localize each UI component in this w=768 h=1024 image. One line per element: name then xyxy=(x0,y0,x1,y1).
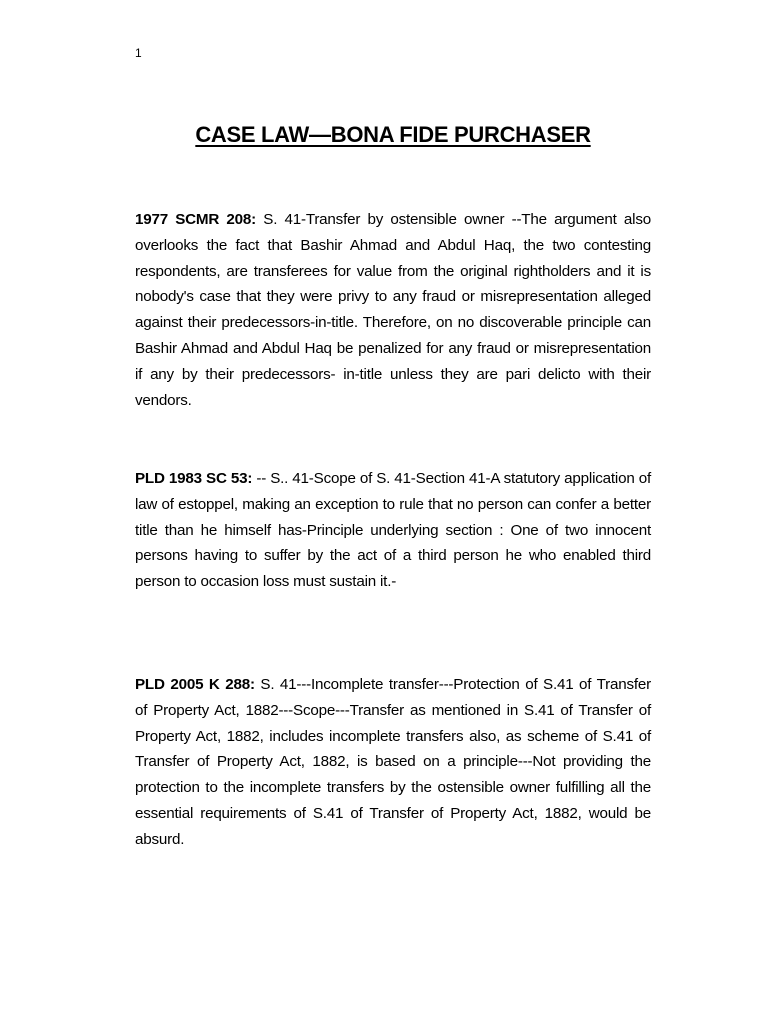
case-citation: PLD 1983 SC 53 xyxy=(135,470,248,487)
case-citation: PLD 2005 K 288 xyxy=(135,676,250,693)
citation-colon: : xyxy=(249,676,261,693)
case-entry xyxy=(135,466,651,595)
case-citation: 1977 SCMR 208 xyxy=(135,211,252,228)
case-summary: -- S.. 41-Scope of S. 41-Section 41-A statutory application of law of estoppel, making an exception to rule that no person can confer a better title than he himself has-Principle underlying section : One of two innocent persons having to suffer by the act of a third person he who enabled third person to occasion loss must sustain it.- xyxy=(135,470,651,591)
citation-colon: : xyxy=(251,211,264,228)
case-entry xyxy=(135,207,651,413)
case-summary: S. 41-Transfer by ostensible owner --The argument also overlooks the fact that Bashir Ahmad and Abdul Haq, the two contesting respondents, are transferees for value from the original rightholders and it is nobody's case that they were privy to any fraud or misrepresentation alleged against their predecessors-in-title. Therefore, on no discoverable principle can Bashir Ahmad and Abdul Haq be penalized for any fraud or misrepresentation if any by their predecessors- in-title unless they are pari delicto with their vendors. xyxy=(135,211,651,409)
document-title: CASE LAW—BONA FIDE PURCHASER xyxy=(195,122,591,147)
case-entry xyxy=(135,672,651,853)
citation-colon: : xyxy=(247,470,257,487)
case-summary: S. 41---Incomplete transfer---Protection of S.41 of Transfer of Property Act, 1882---Scope---Transfer as mentioned in S.41 of Transfer of Property Act, 1882, includes incomplete transfers also, as scheme of S.41 of Transfer of Property Act, 1882, is based on a principle---Not providing the protection to the incomplete transfers by the ostensible owner fulfilling all the essential requirements of S.41 of Transfer of Property Act, 1882, would be absurd. xyxy=(135,676,651,848)
page-number: 1 xyxy=(135,46,142,60)
